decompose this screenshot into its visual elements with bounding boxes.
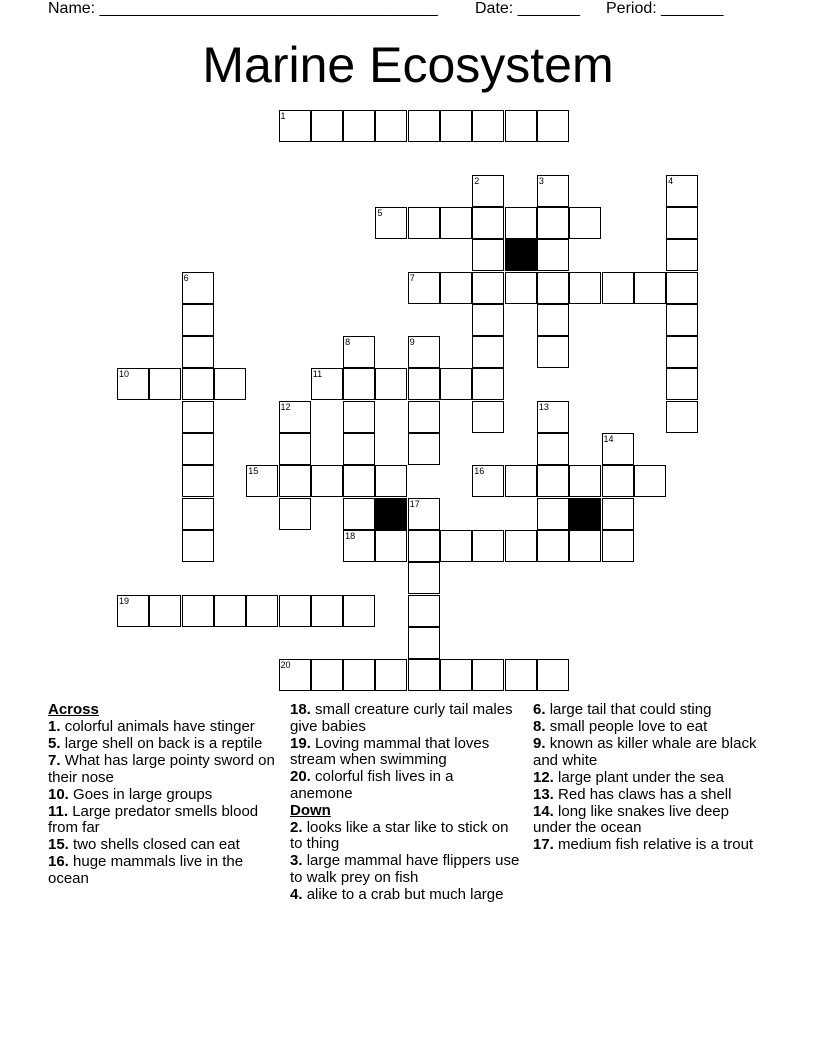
clue-item	[48, 787, 278, 804]
grid-cell[interactable]	[182, 401, 214, 433]
grid-cell[interactable]	[666, 207, 698, 239]
grid-cell[interactable]	[602, 498, 634, 530]
clue-item-number: 5.	[48, 735, 61, 752]
clue-item-text: known as killer whale are black and white	[533, 735, 757, 769]
grid-cell[interactable]	[634, 465, 666, 497]
clues-column-2	[290, 702, 520, 904]
clue-item-number: 17.	[533, 836, 554, 853]
clue-item-text: looks like a star like to stick on to thing	[290, 818, 509, 852]
grid-cell[interactable]	[537, 530, 569, 562]
grid-cell[interactable]	[182, 530, 214, 562]
black-square	[505, 239, 537, 271]
grid-cell[interactable]	[408, 530, 440, 562]
clue-item	[290, 769, 520, 802]
grid-cell[interactable]	[666, 336, 698, 368]
clue-item	[290, 702, 520, 735]
grid-cell[interactable]	[602, 272, 634, 304]
grid-cell[interactable]	[537, 659, 569, 691]
date-field-label: Date: _______	[475, 0, 580, 17]
clue-item-text: alike to a crab but much large	[306, 885, 504, 903]
clue-number: 12	[280, 401, 291, 412]
clue-item	[533, 736, 758, 769]
clue-item-text: two shells closed can eat	[73, 836, 240, 853]
grid-cell[interactable]	[311, 659, 343, 691]
grid-cell[interactable]	[569, 465, 601, 497]
grid-cell[interactable]	[537, 465, 569, 497]
grid-cell[interactable]	[472, 272, 504, 304]
clue-number: 19	[119, 595, 130, 606]
clue-number: 4	[668, 175, 674, 186]
clue-item-text: Large predator smells blood from far	[48, 802, 259, 836]
clue-item-text: medium fish relative is a trout	[558, 836, 754, 853]
black-square	[569, 498, 601, 530]
clue-item	[48, 719, 278, 736]
grid-cell[interactable]	[505, 659, 537, 691]
clue-item-number: 18.	[290, 701, 311, 718]
clue-item-number: 11.	[48, 802, 69, 820]
grid-cell[interactable]	[440, 272, 472, 304]
clue-item-number: 6.	[533, 701, 546, 718]
grid-cell[interactable]	[569, 530, 601, 562]
grid-cell[interactable]	[472, 401, 504, 433]
clue-item	[48, 736, 278, 753]
grid-cell[interactable]	[472, 368, 504, 400]
grid-cell[interactable]	[182, 595, 214, 627]
grid-cell[interactable]	[569, 207, 601, 239]
grid-cell[interactable]	[505, 465, 537, 497]
clues-column-1	[48, 702, 278, 888]
grid-cell[interactable]	[537, 433, 569, 465]
clue-item-number: 7.	[48, 752, 61, 769]
clue-item-text: small people love to eat	[549, 718, 708, 735]
grid-cell[interactable]	[343, 368, 375, 400]
clue-number: 16	[474, 466, 485, 477]
grid-cell[interactable]	[408, 401, 440, 433]
grid-cell[interactable]	[440, 530, 472, 562]
clue-item-number: 10.	[48, 785, 69, 803]
grid-cell[interactable]	[505, 110, 537, 142]
grid-cell[interactable]	[279, 465, 311, 497]
clue-item	[533, 702, 758, 719]
grid-cell[interactable]	[440, 659, 472, 691]
grid-cell[interactable]	[408, 433, 440, 465]
grid-cell[interactable]	[505, 272, 537, 304]
grid-cell[interactable]	[472, 304, 504, 336]
puzzle-title: Marine Ecosystem	[202, 37, 614, 93]
grid-cell[interactable]	[537, 239, 569, 271]
black-square	[375, 498, 407, 530]
grid-cell[interactable]	[666, 368, 698, 400]
grid-cell[interactable]	[149, 595, 181, 627]
clue-item	[48, 854, 278, 887]
grid-cell[interactable]	[408, 368, 440, 400]
clue-item	[290, 820, 520, 853]
clue-item	[48, 804, 278, 837]
clue-number: 5	[377, 207, 383, 218]
clue-item-text: colorful fish lives in a anemone	[290, 768, 454, 802]
grid-cell[interactable]	[375, 659, 407, 691]
grid-cell[interactable]	[440, 110, 472, 142]
grid-cell[interactable]	[569, 272, 601, 304]
grid-cell[interactable]	[343, 595, 375, 627]
grid-cell[interactable]	[537, 304, 569, 336]
clue-item-text: large tail that could sting	[549, 701, 712, 718]
period-field-label: Period: _______	[606, 0, 724, 17]
grid-cell[interactable]	[246, 595, 278, 627]
clue-number: 6	[183, 272, 189, 283]
clue-number: 9	[409, 337, 415, 348]
grid-cell[interactable]	[214, 368, 246, 400]
clue-item	[533, 837, 758, 854]
clues-column-3	[533, 702, 758, 854]
clue-item-text: colorful animals have stinger	[64, 718, 255, 735]
clue-number: 8	[345, 337, 351, 348]
clue-item-number: 15.	[48, 836, 69, 853]
clue-item-text: huge mammals live in the ocean	[48, 853, 244, 887]
clue-number: 1	[280, 111, 286, 121]
clue-item	[290, 853, 520, 886]
clue-item	[533, 787, 758, 804]
clue-item	[533, 770, 758, 787]
clue-item-number: 12.	[533, 768, 554, 786]
clue-item-number: 14.	[533, 802, 554, 820]
grid-cell[interactable]	[343, 433, 375, 465]
clue-item-number: 3.	[290, 852, 303, 869]
clue-item-number: 16.	[48, 853, 69, 870]
clue-number: 7	[409, 272, 415, 283]
clue-item-number: 19.	[290, 734, 311, 752]
grid-cell[interactable]	[472, 530, 504, 562]
clue-item-text: small creature curly tail males give babies	[290, 701, 513, 735]
grid-cell[interactable]	[408, 562, 440, 594]
clue-item	[533, 804, 758, 837]
clue-number: 10	[119, 369, 130, 380]
grid-cell[interactable]	[666, 272, 698, 304]
grid-cell[interactable]	[375, 530, 407, 562]
clue-number: 13	[538, 401, 549, 412]
grid-cell[interactable]	[214, 595, 246, 627]
grid-cell[interactable]	[537, 336, 569, 368]
grid-cell[interactable]	[279, 498, 311, 530]
grid-cell[interactable]	[408, 595, 440, 627]
clue-item	[48, 753, 278, 786]
grid-cell[interactable]	[279, 433, 311, 465]
grid-cell[interactable]	[182, 336, 214, 368]
clue-item-text: What has large pointy sword on their nose	[48, 752, 275, 786]
name-field-label: Name: ______________________________________	[48, 0, 438, 17]
grid-cell[interactable]	[472, 336, 504, 368]
grid-cell[interactable]	[375, 465, 407, 497]
clue-item-number: 20.	[290, 768, 311, 785]
grid-cell[interactable]	[408, 659, 440, 691]
grid-cell[interactable]	[408, 207, 440, 239]
grid-cell[interactable]	[149, 368, 181, 400]
clue-item-number: 8.	[533, 718, 546, 735]
clue-item-number: 4.	[290, 885, 303, 903]
grid-cell[interactable]	[666, 239, 698, 271]
grid-cell[interactable]	[343, 465, 375, 497]
clue-number: 2	[474, 175, 480, 186]
clue-item-number: 9.	[533, 735, 546, 752]
grid-cell[interactable]	[634, 272, 666, 304]
clue-item-text: long like snakes live deep under the ocean	[533, 802, 729, 836]
grid-cell[interactable]	[440, 368, 472, 400]
clue-item-text: large shell on back is a reptile	[64, 735, 263, 752]
grid-cell[interactable]	[537, 207, 569, 239]
grid-cell[interactable]	[375, 368, 407, 400]
clue-item	[290, 887, 520, 904]
grid-cell[interactable]	[182, 498, 214, 530]
clue-item-text: Red has claws has a shell	[558, 785, 732, 803]
grid-cell[interactable]	[408, 627, 440, 659]
clue-item-number: 13.	[533, 785, 554, 803]
grid-cell[interactable]	[602, 530, 634, 562]
grid-cell[interactable]	[343, 659, 375, 691]
grid-cell[interactable]	[311, 110, 343, 142]
grid-cell[interactable]	[279, 595, 311, 627]
clue-section-heading: Down	[290, 801, 331, 819]
grid-cell[interactable]	[505, 207, 537, 239]
grid-cell[interactable]	[182, 304, 214, 336]
clue-number: 11	[312, 369, 323, 380]
grid-cell[interactable]	[537, 110, 569, 142]
clue-item	[290, 736, 520, 769]
clue-number: 20	[280, 660, 291, 671]
grid-cell[interactable]	[537, 272, 569, 304]
clue-item-text: large plant under the sea	[558, 768, 724, 786]
grid-cell[interactable]	[472, 110, 504, 142]
clue-number: 15	[248, 466, 259, 477]
grid-cell[interactable]	[537, 498, 569, 530]
grid-cell[interactable]	[666, 304, 698, 336]
clue-item-text: Goes in large groups	[73, 785, 213, 803]
grid-cell[interactable]	[182, 368, 214, 400]
clue-item-number: 1.	[48, 718, 61, 735]
grid-cell[interactable]	[440, 207, 472, 239]
clue-number: 3	[538, 175, 544, 186]
clue-item	[533, 719, 758, 736]
grid-cell[interactable]	[375, 110, 407, 142]
grid-cell[interactable]	[343, 498, 375, 530]
grid-cell[interactable]	[472, 239, 504, 271]
grid-cell[interactable]	[182, 465, 214, 497]
clue-number: 14	[603, 434, 614, 444]
grid-cell[interactable]	[472, 207, 504, 239]
clue-section-heading: Across	[48, 701, 99, 718]
clue-item-text: large mammal have flippers use to walk prey on fish	[290, 852, 520, 886]
grid-cell[interactable]	[182, 433, 214, 465]
grid-cell[interactable]	[408, 110, 440, 142]
clue-item-text: Loving mammal that loves stream when swimming	[290, 734, 490, 768]
clue-item-number: 2.	[290, 818, 303, 836]
clue-number: 18	[345, 530, 356, 541]
grid-cell[interactable]	[505, 530, 537, 562]
grid-cell[interactable]	[311, 465, 343, 497]
grid-cell[interactable]	[343, 110, 375, 142]
grid-cell[interactable]	[472, 659, 504, 691]
grid-cell[interactable]	[343, 401, 375, 433]
clue-number: 17	[409, 498, 420, 509]
clue-item	[48, 837, 278, 854]
grid-cell[interactable]	[666, 401, 698, 433]
grid-cell[interactable]	[311, 595, 343, 627]
grid-cell[interactable]	[602, 465, 634, 497]
